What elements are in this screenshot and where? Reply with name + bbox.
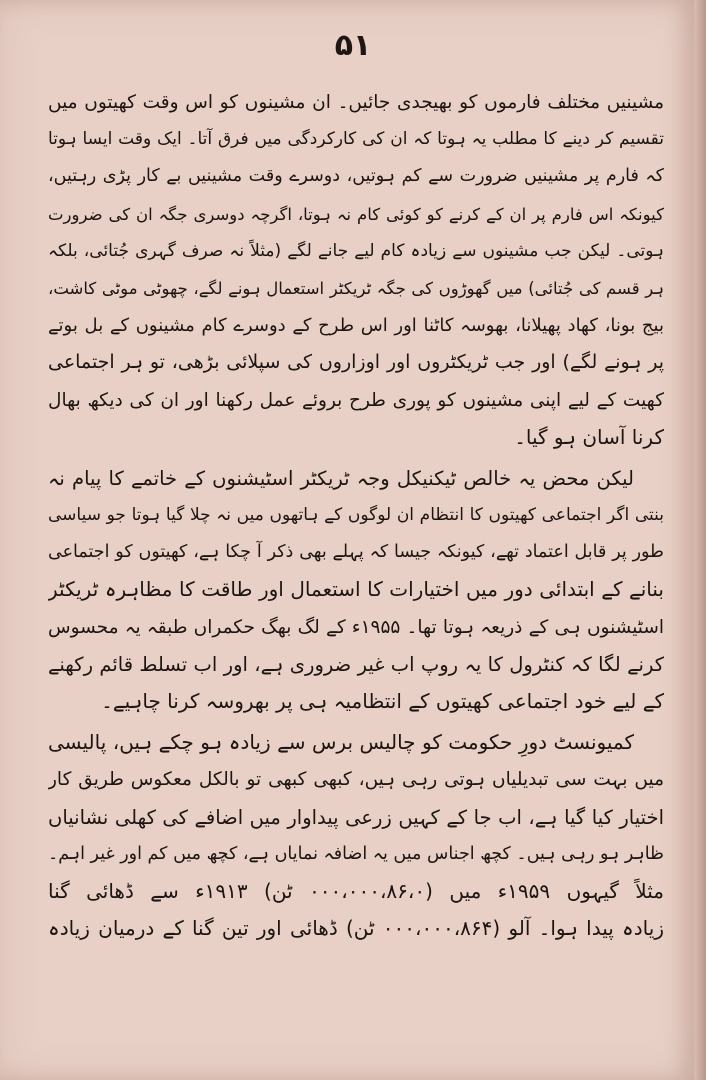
text-line: اختیار کیا گیا ہے، اب جا کے کہیں زرعی پیداوار میں اضافے کی کھلی نشانیاں xyxy=(48,805,664,829)
text-line: کھیت کے لیے اپنی مشینوں کو پوری طرح بروئے عمل رکھنا اور ان کی دیکھ بھال xyxy=(48,389,664,411)
text-line: اسٹیشنوں ہی کے ذریعہ ہوتا تھا۔ ۱۹۵۵ء کے لگ بھگ حکمراں طبقہ یہ محسوس xyxy=(48,616,664,638)
text-line: بنانے کے ابتدائی دور میں اختیارات کا استعمال اور طاقت کا مظاہرہ ٹریکٹر xyxy=(48,577,664,602)
text-line: بنتی اگر اجتماعی کھیتوں کا انتظام ان لوگوں کے ہاتھوں میں نہ چلا گیا ہوتا جو سیاسی xyxy=(48,505,664,526)
text-line: مثلاً گیہوں ۱۹۵۹ء میں (۰۰۰،۰۰۰،۸۶،۰ ٹن) ۱۹۱۳ء سے ڈھائی گنا xyxy=(48,878,664,903)
page-number: ۵۱ xyxy=(334,28,372,63)
text-line: تقسیم کر دینے کا مطلب یہ ہوتا کہ ان کی کارکردگی میں فرق آتا۔ ایک وقت ایسا ہوتا xyxy=(48,129,664,150)
paragraph-2 xyxy=(48,460,664,720)
text-line: کیونکہ اس فارم پر ان کے کرنے کو کوئی کام نہ ہوتا، اگرچہ دوسری جگہ ان کی ضرورت xyxy=(48,204,664,224)
paragraph-1 xyxy=(48,84,664,456)
text-line: مشینیں مختلف فارموں کو بھیجدی جائیں۔ ان مشینوں کو اس وقت کھیتوں میں xyxy=(48,92,664,113)
text-line: میں بہت سی تبدیلیاں ہوتی رہی ہیں، کبھی کبھی تو بالکل معکوس طریق کار xyxy=(48,769,664,791)
page-text xyxy=(48,84,664,947)
page-edge xyxy=(694,0,706,1080)
text-line: بیج بونا، کھاد پھیلانا، بھوسہ کاٹنا اور اس طرح کے دوسرے کام مشینوں کے بل بوتے xyxy=(48,315,664,337)
text-line: کرنے لگا کہ کنٹرول کا یہ روپ اب غیر ضروری ہے، اور اب تسلط قائم رکھنے xyxy=(48,652,664,676)
text-line: کے لیے خود اجتماعی کھیتوں کے انتظامیہ ہی پر بھروسہ کرنا چاہیے۔ xyxy=(101,689,664,713)
text-line: کرنا آسان ہو گیا۔ xyxy=(514,424,664,449)
paragraph-3 xyxy=(48,724,664,947)
text-line: پر ہونے لگے) اور جب ٹریکٹروں اور اوزاروں کی سپلائی بڑھی، تو ہر اجتماعی xyxy=(48,351,664,374)
text-line: طور پر قابل اعتماد تھے، کیونکہ جیسا کہ پہلے بھی ذکر آ چکا ہے، کھیتوں کو اجتماعی xyxy=(48,542,664,563)
text-line: لیکن محض یہ خالص ٹیکنیکل وجہ ٹریکٹر اسٹیشنوں کے خاتمے کا پیام نہ xyxy=(48,466,634,490)
text-line: کہ فارم پر مشینیں ضرورت سے کم ہوتیں، دوسرے وقت مشینیں بے کار پڑی رہتیں، xyxy=(48,166,664,187)
text-line: ہر قسم کی جُتائی) میں گھوڑوں کی جگہ ٹریکٹر استعمال ہونے لگے، چھوٹی موٹی کاشت، xyxy=(48,278,664,298)
text-line: ہوتی۔ لیکن جب مشینوں سے زیادہ کام لیے جانے لگے (مثلاً نہ صرف گہری جُتائی، بلکہ xyxy=(48,240,664,261)
text-line: زیادہ پیدا ہوا۔ آلو (۰۰۰،۰۰۰،۸۶۴ ٹن) ڈھائی اور تین گنا کے درمیان زیادہ xyxy=(48,916,664,941)
text-line: ظاہر ہو رہی ہیں۔ کچھ اجناس میں یہ اضافہ نمایاں ہے، کچھ میں کم اور غیر اہم۔ xyxy=(48,843,664,864)
text-line: کمیونسٹ دورِ حکومت کو چالیس برس سے زیادہ ہو چکے ہیں، پالیسی xyxy=(48,730,634,755)
